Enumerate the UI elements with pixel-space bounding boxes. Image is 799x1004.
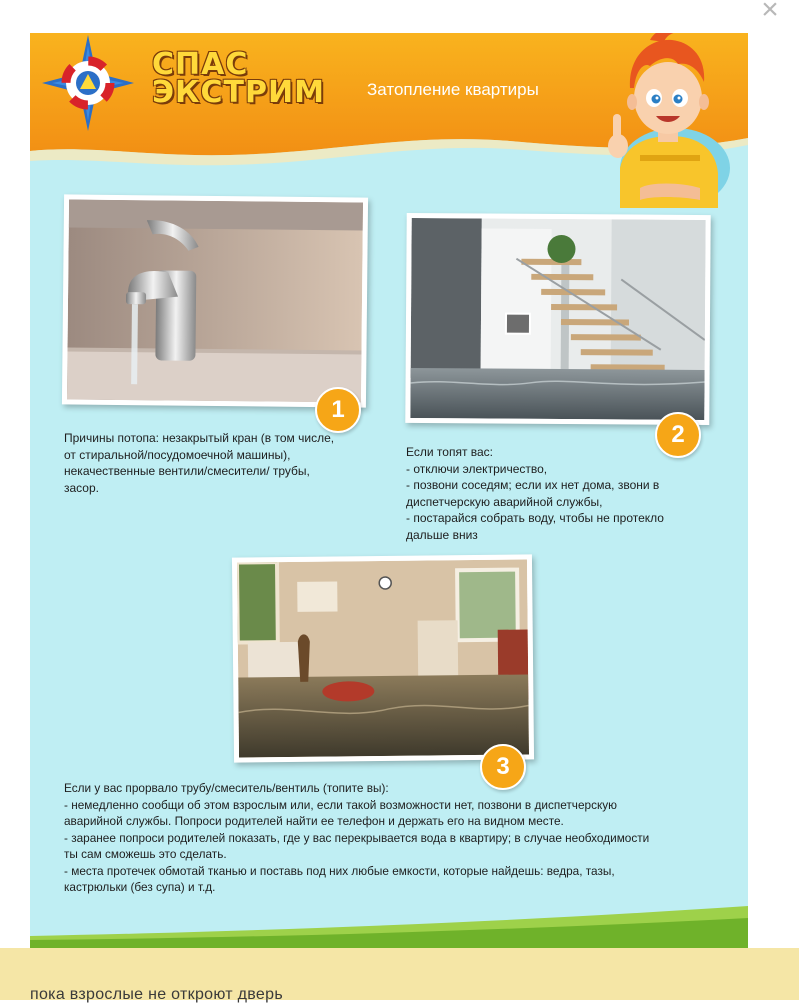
step-2-text bbox=[406, 444, 726, 543]
step-2-line: Если топят вас: bbox=[406, 445, 494, 459]
step-3-line: - немедленно сообщи об этом взрослым или, если такой возможности нет, позвони в диспетчерскую bbox=[64, 797, 618, 812]
step-1-line: некачественные вентили/смесители/ трубы, bbox=[64, 464, 310, 478]
step-2-line: - позвони соседям; если их нет дома, звони в bbox=[406, 478, 660, 492]
poster bbox=[30, 33, 748, 948]
logo-text bbox=[152, 47, 325, 110]
step-3-text bbox=[64, 780, 744, 896]
step-3-line: - заранее попроси родителей показать, где у вас перекрывается вода в квартиру; в случае необходимости bbox=[64, 830, 650, 845]
step-3-line: - места протечек обмотай тканью и поставь под них любые емкости, которые найдешь: ведра, тазы, bbox=[64, 863, 615, 878]
step-3-badge: 3 bbox=[480, 744, 526, 790]
lifebuoy-star-icon bbox=[38, 33, 138, 133]
step-3-line: аварийной службы. Попроси родителей найти ее телефон и держать его на видном месте. bbox=[64, 814, 564, 828]
step-2-badge: 2 bbox=[655, 412, 701, 458]
photo-flooded-room bbox=[232, 554, 534, 762]
close-icon[interactable]: × bbox=[761, 0, 779, 26]
step-1-line: Причины потопа: незакрытый кран (в том числе, bbox=[64, 431, 335, 445]
step-1-badge: 1 bbox=[315, 387, 361, 433]
page-title: Затопление квартиры bbox=[367, 80, 539, 99]
mascot-boy-illustration bbox=[580, 33, 730, 208]
logo-line2: ЭКСТРИМ bbox=[152, 75, 325, 110]
step-3-line: кастрюльки (без супа) и т.д. bbox=[64, 880, 216, 894]
step-3-line: ты сам сможешь это сделать. bbox=[64, 847, 227, 861]
step-2-line: - отключи электричество, bbox=[406, 461, 548, 476]
page-bottom-text: пока взрослые не откроют дверь bbox=[30, 986, 283, 1003]
logo-line1: СПАС bbox=[152, 47, 249, 82]
step-2-line: - постарайся собрать воду, чтобы не протекло bbox=[406, 511, 664, 525]
photo-flooded-stairs bbox=[405, 213, 710, 425]
photo-faucet bbox=[62, 194, 368, 407]
step-2-line: дальше вниз bbox=[406, 527, 478, 542]
step-1-text bbox=[64, 430, 384, 496]
step-1-line: засор. bbox=[64, 480, 99, 495]
step-2-line: диспетчерскую аварийной службы, bbox=[406, 494, 603, 509]
step-1-line: от стиральной/посудомоечной машины), bbox=[64, 447, 291, 462]
footer-band bbox=[30, 888, 748, 948]
step-3-line: Если у вас прорвало трубу/смеситель/вентиль (топите вы): bbox=[64, 781, 389, 795]
